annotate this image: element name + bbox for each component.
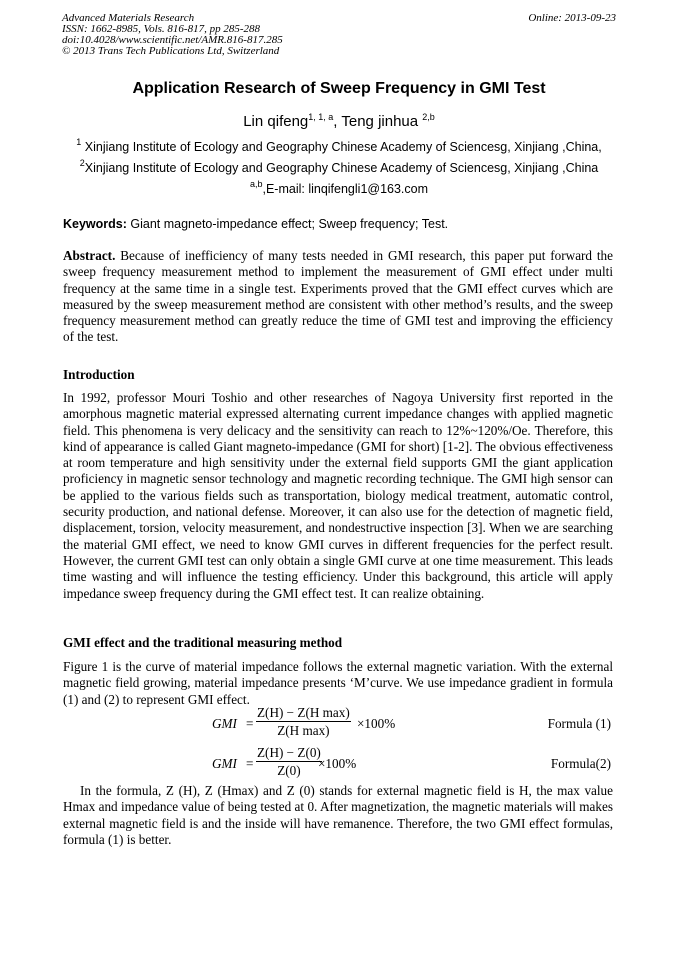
formula-multiplier: ×100% — [318, 756, 357, 771]
running-header-left — [62, 13, 283, 57]
author-name: Teng jinhua — [341, 113, 423, 130]
email-text: ,E-mail: linqifengli1@163.com — [262, 182, 429, 196]
formula-equals: = — [246, 716, 254, 731]
formula-multiplier: ×100% — [357, 716, 396, 731]
formula-numerator: Z(H) − Z(0) — [257, 745, 321, 760]
affiliation-marker: 1 — [76, 137, 82, 147]
email-line — [0, 179, 678, 196]
copyright-line: © 2013 Trans Tech Publications Ltd, Switzerland — [62, 45, 280, 57]
formula-explanation-paragraph: In the formula, Z (H), Z (Hmax) and Z (0) stands for external magnetic field is H, the max value Hmax and impedance value of being tested at 0. After magnetization, the magnetic materials will makes external magnetic field is and the inside will have remanence. Therefore, the two GMI effect formulas, formula (1) is better. — [63, 783, 613, 847]
introduction-paragraph: In 1992, professor Mouri Toshio and other researches of Nagoya University first reported in the amorphous magnetic material expressed alternating current impedance changes with applied magnetic field. This phenomena is very delicacy and the sensitivity can reach to 12%~120%/Oe. Therefore, this kind of appearance is called Giant magneto-impedance (GMI for short) [1-2]. The obvious effectiveness at room temperature and high sensitivity under the external field supports GMI the giant application proficiency in magnetic sensor technology and magnetic recording technique. The GMI high sensor can be applied to the various fields such as transportation, biology medical treatment, automatic control, security production, and national defense. Moreover, it can also use for the detection of magnetic field, displacement, torsion, velocity measurement, and nondestructive inspection [3]. When we are searching the material GMI effect, we need to know GMI curves in different frequencies for the perfect result. However, the current GMI test can only obtain a single GMI curve at one time measurement. This leads time wasting and will influence the testing efficiency. Under this background, this article will apply impedance sweep frequency during the GMI effect test. It can realize obtaining. — [63, 390, 613, 601]
formula-denominator: Z(0) — [277, 763, 301, 778]
journal-name: Advanced Materials Research — [62, 12, 195, 24]
author-separator: , — [333, 113, 342, 130]
online-date: Online: 2013-09-23 — [528, 12, 616, 24]
abstract-label: Abstract. — [63, 248, 116, 263]
abstract-text: Because of inefficiency of many tests needed in GMI research, this paper put forward the sweep frequency measurement method to implement the measurement of GMI effect under multi frequency at the same time in a single test. Experiments proved that the GMI effect curves which are measured by the sweep measurement method are consistent with other method’s results, and the sweep frequency measurement method can greatly reduce the time of GMI test and improving the efficiency of the test. — [63, 248, 613, 345]
author-line — [0, 113, 678, 130]
author-name: Lin qifeng — [243, 113, 309, 130]
formula-equals: = — [246, 756, 254, 771]
formula-1 — [0, 705, 678, 741]
issn-line: ISSN: 1662-8985, Vols. 816-817, pp 285-288 — [62, 23, 260, 35]
formula-denominator: Z(H max) — [277, 723, 330, 738]
author-superscript: 2,b — [422, 112, 435, 122]
formula-lhs: GMI — [212, 756, 237, 771]
formula-label: Formula(2) — [550, 756, 611, 771]
formula-numerator: Z(H) − Z(H max) — [257, 705, 350, 720]
keywords-text: Giant magneto-impedance effect; Sweep frequency; Test. — [126, 217, 449, 231]
affiliation-1 — [0, 137, 678, 154]
section-heading-introduction: Introduction — [63, 367, 135, 382]
affiliation-text: Xinjiang Institute of Ecology and Geography Chinese Academy of Sciencesg, Xinjiang ,China, — [81, 140, 602, 154]
author-superscript: 1, 1, a — [308, 112, 334, 122]
formula-fraction — [256, 745, 322, 779]
formula-label: Formula (1) — [547, 716, 611, 731]
section-heading-gmi-effect: GMI effect and the traditional measuring method — [63, 635, 343, 650]
gmi-effect-paragraph: Figure 1 is the curve of material impedance follows the external magnetic variation. With the external magnetic field growing, material impedance presents ‘M’curve. We use impedance gradient in formula (1) and (2) to represent GMI effect. — [63, 659, 613, 707]
abstract — [63, 248, 613, 346]
paper-title: Application Research of Sweep Frequency in GMI Test — [132, 80, 546, 97]
doi-line: doi:10.4028/www.scientific.net/AMR.816-817.285 — [62, 34, 283, 46]
affiliation-text: Xinjiang Institute of Ecology and Geography Chinese Academy of Sciencesg, Xinjiang ,China — [84, 161, 599, 175]
keywords — [63, 217, 613, 231]
keywords-label: Keywords: — [63, 217, 127, 231]
affiliation-marker: a,b — [249, 179, 263, 189]
formula-lhs: GMI — [212, 716, 237, 731]
formula-2 — [0, 745, 678, 781]
formula-fraction — [256, 705, 351, 739]
affiliation-2 — [0, 158, 678, 175]
affiliation-marker: 2 — [79, 158, 85, 168]
